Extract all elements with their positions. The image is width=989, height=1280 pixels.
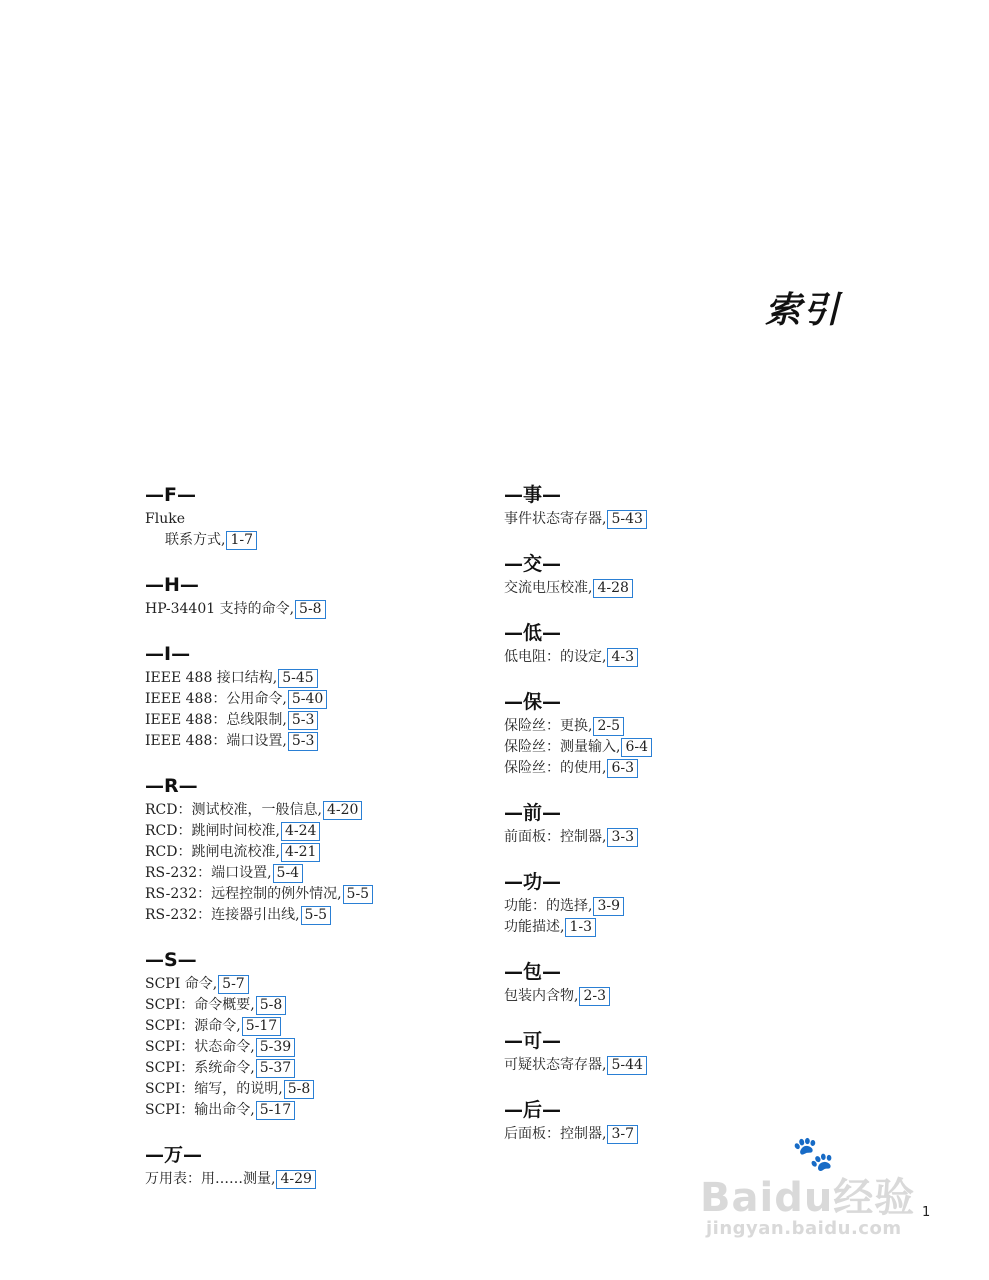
entry-text: 交流电压校准,	[504, 580, 593, 596]
page-ref-link[interactable]: 5-17	[242, 1017, 281, 1036]
page-ref-link[interactable]: 5-5	[343, 885, 374, 904]
page-ref-link[interactable]: 3-7	[607, 1125, 638, 1144]
page-ref-link[interactable]: 6-4	[621, 738, 652, 757]
index-section	[504, 800, 834, 848]
index-section	[504, 689, 834, 779]
index-section	[504, 869, 834, 938]
index-entry	[145, 668, 475, 689]
page-ref-link[interactable]: 3-9	[593, 897, 624, 916]
entry-text: 前面板：控制器,	[504, 829, 607, 845]
entry-text: 保险丝：的使用,	[504, 760, 607, 776]
watermark	[700, 1134, 930, 1248]
page-title: 索引	[765, 290, 842, 331]
page-ref-link[interactable]: 1-7	[226, 531, 257, 550]
index-section	[504, 551, 834, 599]
entry-text: SCPI：命令概要,	[145, 997, 255, 1013]
index-entry	[145, 530, 475, 551]
index-entry	[145, 884, 475, 905]
page-ref-link[interactable]: 5-3	[288, 711, 319, 730]
watermark-url: jingyan.baidu.com	[706, 1218, 902, 1239]
page-ref-link[interactable]: 5-8	[284, 1080, 315, 1099]
section-heading: —交—	[504, 553, 562, 575]
watermark-logo: Baidu经验	[700, 1175, 916, 1221]
index-entry	[145, 710, 475, 731]
page-ref-link[interactable]: 4-3	[607, 648, 638, 667]
index-entry	[145, 1100, 475, 1121]
section-heading: —低—	[504, 622, 562, 644]
page-ref-link[interactable]: 5-8	[256, 996, 287, 1015]
index-entry	[145, 731, 475, 752]
page-ref-link[interactable]: 4-28	[593, 579, 632, 598]
section-heading: —R—	[145, 775, 198, 797]
entry-text: 可疑状态寄存器,	[504, 1057, 607, 1073]
entry-text: 功能：的选择,	[504, 898, 593, 914]
page-ref-link[interactable]: 2-3	[579, 987, 610, 1006]
page-ref-link[interactable]: 4-29	[276, 1170, 315, 1189]
page-ref-link[interactable]: 5-5	[301, 906, 332, 925]
entry-text: IEEE 488：公用命令,	[145, 691, 287, 707]
entry-text: 后面板：控制器,	[504, 1126, 607, 1142]
index-column-left	[145, 482, 475, 1211]
page-ref-link[interactable]: 5-43	[607, 510, 646, 529]
page-ref-link[interactable]: 6-3	[607, 759, 638, 778]
page-number: 1	[922, 1205, 931, 1220]
index-entry	[145, 509, 475, 530]
index-section	[504, 620, 834, 668]
section-heading: —包—	[504, 961, 562, 983]
index-entry	[504, 737, 834, 758]
index-section	[145, 572, 475, 620]
page-ref-link[interactable]: 5-3	[288, 732, 319, 751]
index-section	[504, 959, 834, 1007]
index-entry	[504, 1055, 834, 1076]
entry-text: 包装内含物,	[504, 988, 579, 1004]
index-entry	[145, 1169, 475, 1190]
entry-text: RS-232：远程控制的例外情况,	[145, 886, 342, 902]
page-ref-link[interactable]: 5-7	[218, 975, 249, 994]
index-entry	[145, 800, 475, 821]
index-entry	[145, 599, 475, 620]
index-entry	[145, 1079, 475, 1100]
section-heading: —S—	[145, 949, 197, 971]
section-heading: —H—	[145, 574, 199, 596]
section-heading: —功—	[504, 871, 562, 893]
index-entry	[504, 827, 834, 848]
index-section	[504, 1028, 834, 1076]
entry-text: HP-34401 支持的命令,	[145, 601, 295, 617]
section-heading: —保—	[504, 691, 562, 713]
index-entry	[504, 509, 834, 530]
index-entry	[145, 821, 475, 842]
entry-text: 保险丝：更换,	[504, 718, 593, 734]
section-heading: —I—	[145, 643, 191, 665]
entry-text: 低电阻：的设定,	[504, 649, 607, 665]
index-section	[145, 1142, 475, 1190]
page-ref-link[interactable]: 4-21	[281, 843, 320, 862]
page-ref-link[interactable]: 2-5	[593, 717, 624, 736]
section-heading: —后—	[504, 1099, 562, 1121]
index-entry	[145, 1037, 475, 1058]
index-entry	[504, 986, 834, 1007]
index-entry	[504, 896, 834, 917]
index-entry	[145, 1016, 475, 1037]
entry-text: 保险丝：测量输入,	[504, 739, 621, 755]
section-heading: —可—	[504, 1030, 562, 1052]
index-entry	[145, 995, 475, 1016]
page-ref-link[interactable]: 3-3	[607, 828, 638, 847]
index-entry	[504, 716, 834, 737]
entry-text: SCPI 命令,	[145, 976, 218, 992]
section-heading: —事—	[504, 484, 562, 506]
section-heading: —F—	[145, 484, 196, 506]
index-entry	[504, 758, 834, 779]
entry-text: 功能描述,	[504, 919, 565, 935]
entry-text: SCPI：缩写，的说明,	[145, 1081, 283, 1097]
entry-text: 事件状态寄存器,	[504, 511, 607, 527]
paw-icon: 🐾	[792, 1134, 835, 1174]
entry-text: RS-232：端口设置,	[145, 865, 272, 881]
entry-text: Fluke	[145, 511, 185, 527]
entry-text: RCD：跳闸电流校准,	[145, 844, 280, 860]
index-entry	[504, 647, 834, 668]
index-entry	[145, 842, 475, 863]
entry-text: SCPI：源命令,	[145, 1018, 241, 1034]
index-section	[504, 482, 834, 530]
page-ref-link[interactable]: 5-45	[278, 669, 317, 688]
index-entry	[145, 1058, 475, 1079]
entry-text: 万用表：用……测量,	[145, 1171, 276, 1187]
page-ref-link[interactable]: 5-37	[256, 1059, 295, 1078]
entry-text: IEEE 488：总线限制,	[145, 712, 287, 728]
entry-text: IEEE 488 接口结构,	[145, 670, 278, 686]
index-section	[145, 482, 475, 551]
section-heading: —万—	[145, 1144, 203, 1166]
entry-text: RCD：跳闸时间校准,	[145, 823, 280, 839]
entry-text: RS-232：连接器引出线,	[145, 907, 300, 923]
entry-text: SCPI：输出命令,	[145, 1102, 255, 1118]
index-entry	[145, 689, 475, 710]
entry-text: SCPI：状态命令,	[145, 1039, 255, 1055]
entry-text: RCD：测试校准，一般信息,	[145, 802, 322, 818]
index-column-right	[504, 482, 834, 1166]
page-ref-link[interactable]: 5-44	[607, 1056, 646, 1075]
index-section	[145, 947, 475, 1121]
index-section	[145, 773, 475, 926]
index-section	[145, 641, 475, 752]
page-ref-link[interactable]: 4-20	[323, 801, 362, 820]
entry-text: IEEE 488：端口设置,	[145, 733, 287, 749]
index-entry	[145, 974, 475, 995]
section-heading: —前—	[504, 802, 562, 824]
page-ref-link[interactable]: 1-3	[565, 918, 596, 937]
index-entry	[145, 905, 475, 926]
page-ref-link[interactable]: 5-17	[256, 1101, 295, 1120]
entry-text: 联系方式,	[165, 532, 226, 548]
index-entry	[504, 917, 834, 938]
index-entry	[504, 578, 834, 599]
page-ref-link[interactable]: 4-24	[281, 822, 320, 841]
page-ref-link[interactable]: 5-4	[273, 864, 304, 883]
index-entry	[145, 863, 475, 884]
page-ref-link[interactable]: 5-8	[295, 600, 326, 619]
page-ref-link[interactable]: 5-40	[288, 690, 327, 709]
page-ref-link[interactable]: 5-39	[256, 1038, 295, 1057]
entry-text: SCPI：系统命令,	[145, 1060, 255, 1076]
